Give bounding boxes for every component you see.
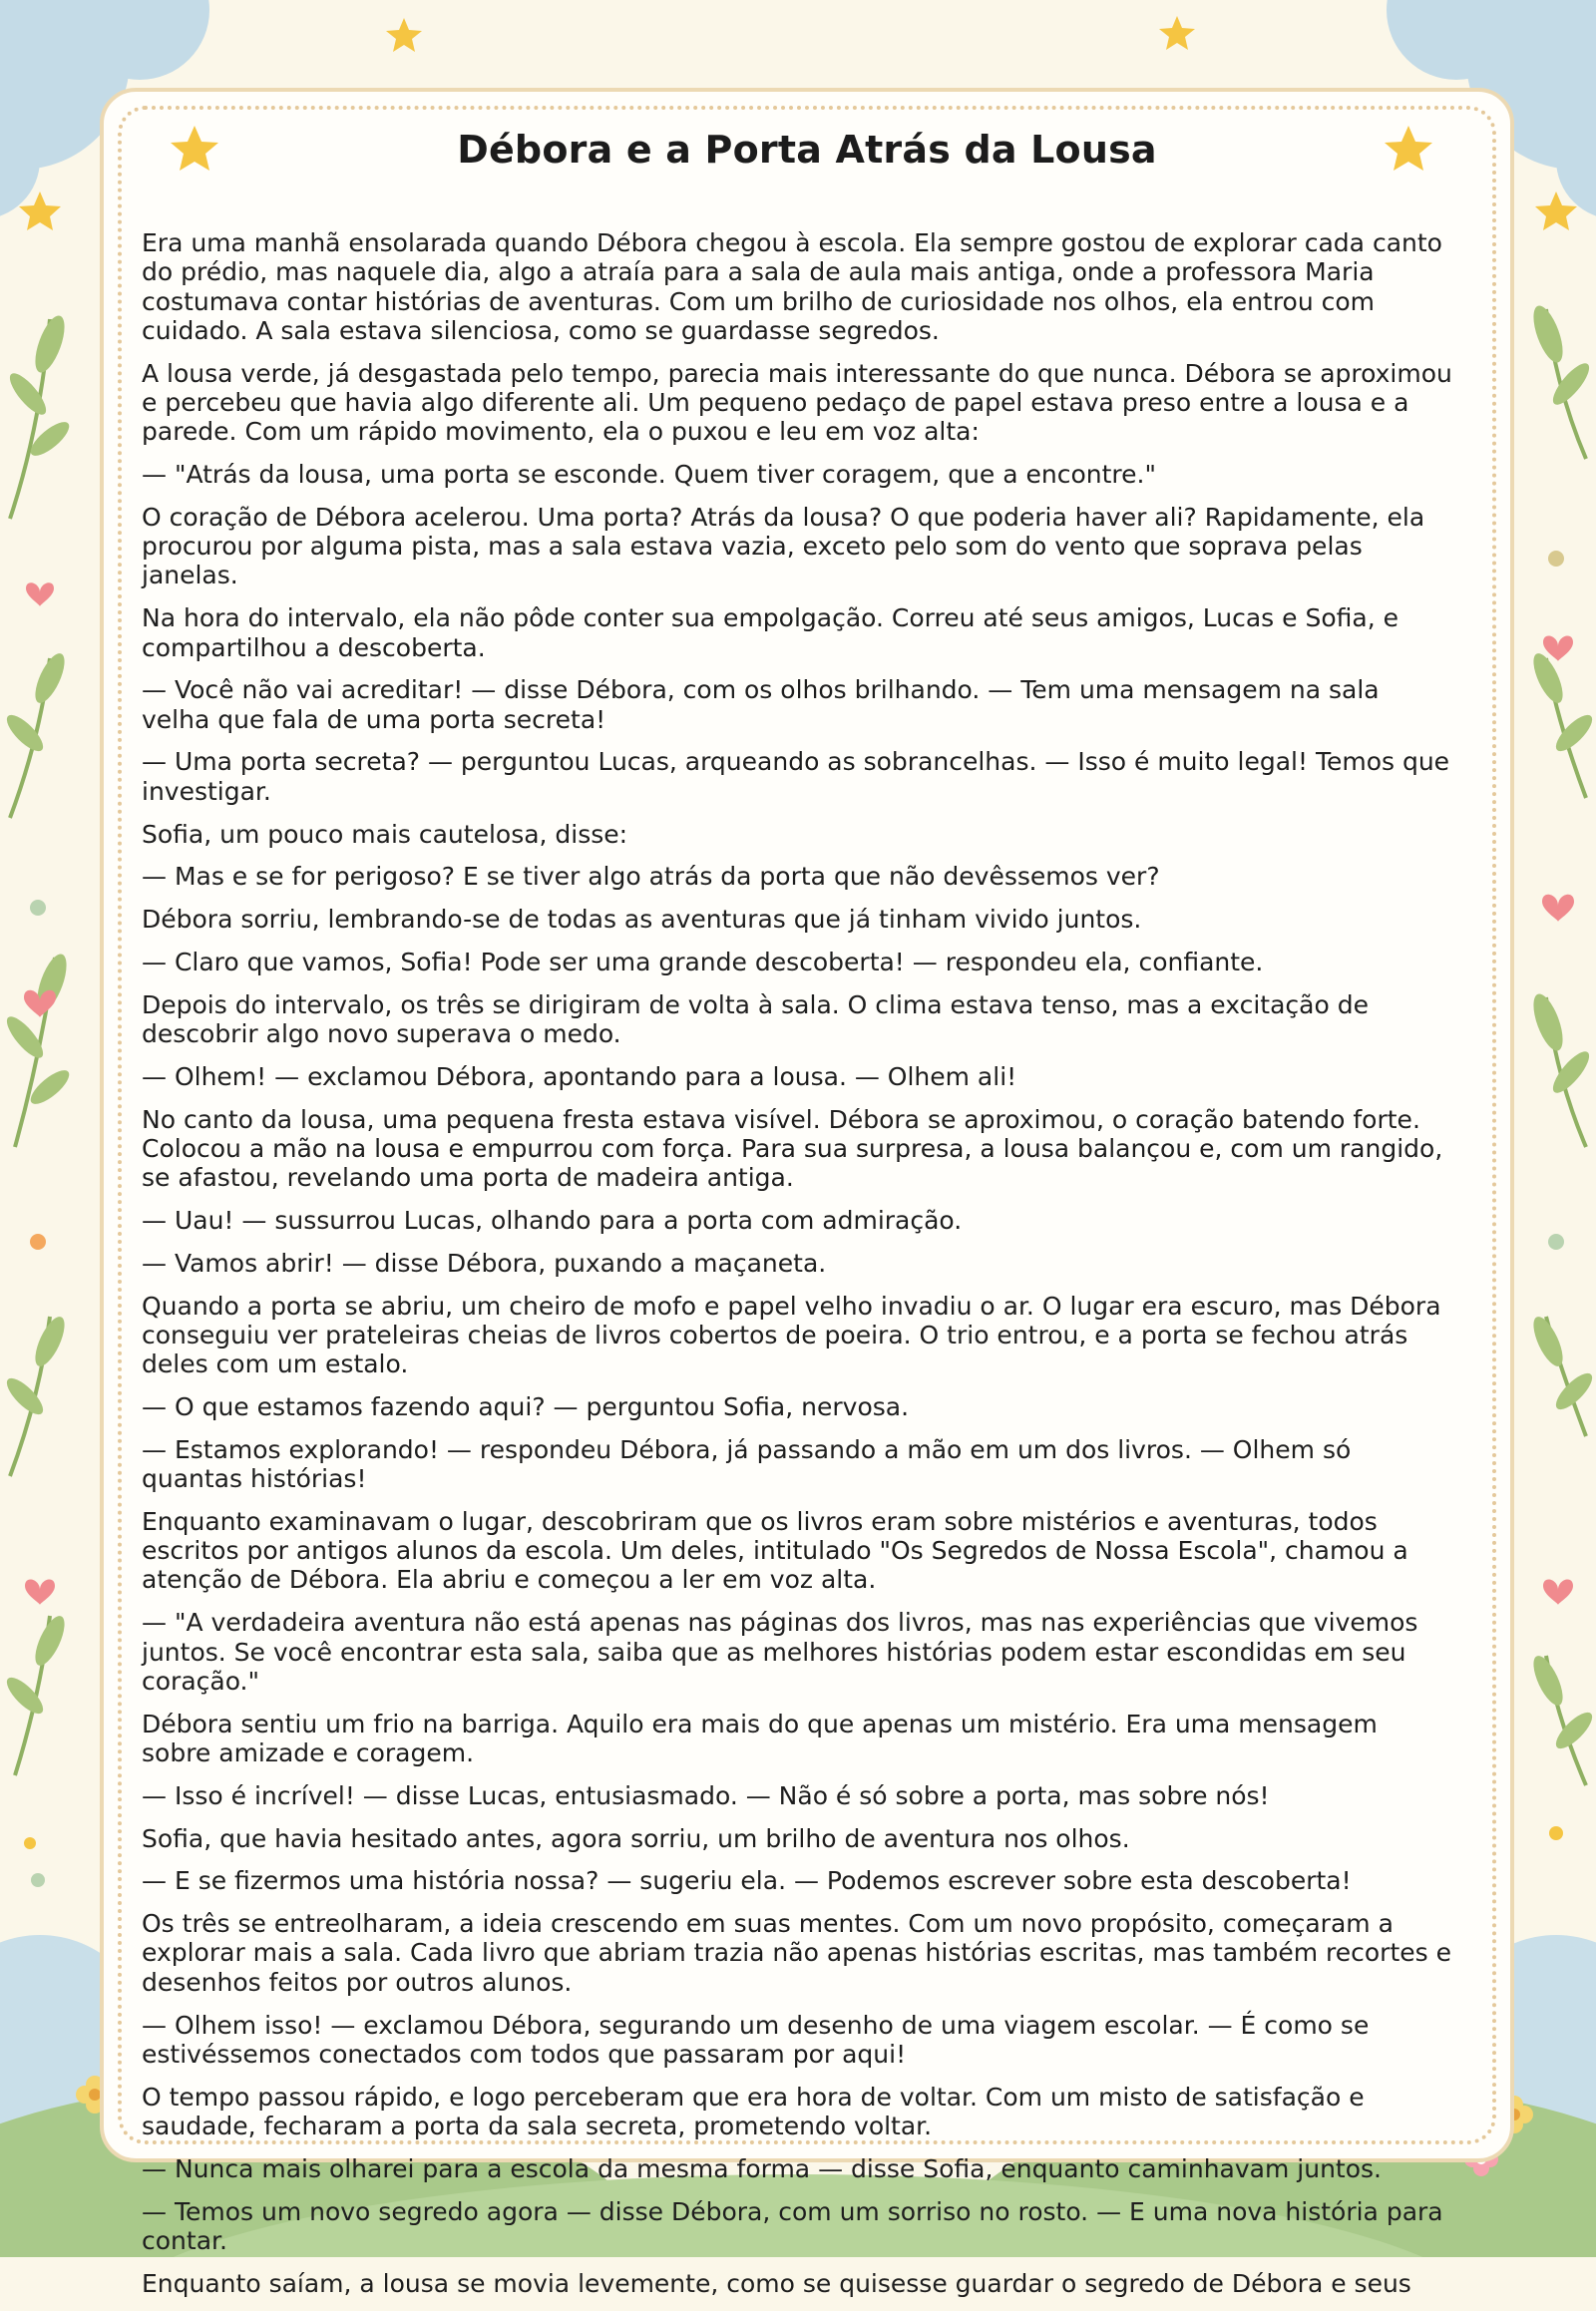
story-paragraph: — Mas e se for perigoso? E se tiver algo atrás da porta que não devêssemos ver? xyxy=(142,862,1160,892)
story-paragraph: — Você não vai acreditar! — disse Débora, com os olhos brilhando. — Tem uma mensagem na sala velha que fala de uma porta secreta! xyxy=(142,675,1380,734)
story-paragraph: — Isso é incrível! — disse Lucas, entusiasmado. — Não é só sobre a porta, mas sobre nós! xyxy=(142,1780,1270,1810)
story-paragraph: Os três se entreolharam, a ideia crescendo em suas mentes. Com um novo propósito, começaram a explorar mais a sala. Cada livro que abriam trazia não apenas histórias escritas, mas também recortes e desenhos feitos por outros alunos. xyxy=(142,1909,1452,1997)
story-paragraph: Débora sorriu, lembrando-se de todas as aventuras que já tinham vivido juntos. xyxy=(142,905,1142,935)
story-paragraph: — "A verdadeira aventura não está apenas nas páginas dos livros, mas nas experiências que vivemos juntos. Se você encontrar esta sala, saiba que as melhores histórias podem estar escondidas em seu coração." xyxy=(142,1608,1418,1696)
story-paragraph: Sofia, um pouco mais cautelosa, disse: xyxy=(142,819,628,849)
story-paragraph: O coração de Débora acelerou. Uma porta? Atrás da lousa? O que poderia haver ali? Rapidamente, ela procurou por alguma pista, mas a sala estava vazia, exceto pelo som do vento que soprava pelas janelas. xyxy=(142,502,1425,590)
story-paragraph: Era uma manhã ensolarada quando Débora chegou à escola. Ela sempre gostou de explorar cada canto do prédio, mas naquele dia, algo a atraía para a sala de aula mais antiga, onde a professora Maria costumava contar histórias de aventuras. Com um brilho de curiosidade nos olhos, ela entrou com cuidado. A sala estava silenciosa, como se guardasse segredos. xyxy=(142,228,1442,345)
story-paragraph: — O que estamos fazendo aqui? — perguntou Sofia, nervosa. xyxy=(142,1392,910,1421)
story-body xyxy=(142,228,1454,2311)
story-paragraph: — E se fizermos uma história nossa? — sugeriu ela. — Podemos escrever sobre esta descoberta! xyxy=(142,1866,1352,1896)
story-paragraph: Sofia, que havia hesitado antes, agora sorriu, um brilho de aventura nos olhos. xyxy=(142,1823,1130,1853)
story-paragraph: — Uma porta secreta? — perguntou Lucas, arqueando as sobrancelhas. — Isso é muito legal! Temos que investigar. xyxy=(142,747,1450,806)
story-paragraph: — Olhem! — exclamou Débora, apontando para a lousa. — Olhem ali! xyxy=(142,1061,1017,1091)
story-paragraph: — "Atrás da lousa, uma porta se esconde. Quem tiver coragem, que a encontre." xyxy=(142,460,1156,490)
story-paragraph: — Nunca mais olharei para a escola da mesma forma — disse Sofia, enquanto caminhavam juntos. xyxy=(142,2153,1382,2183)
story-paragraph: A lousa verde, já desgastada pelo tempo, parecia mais interessante do que nunca. Débora se aproximou e percebeu que havia algo diferente ali. Um pequeno pedaço de papel estava preso entre a lousa e a parede. Com um rápido movimento, ela o puxou e leu em voz alta: xyxy=(142,358,1452,447)
leaf-right xyxy=(1527,302,1596,1753)
story-paragraph: — Estamos explorando! — respondeu Débora, já passando a mão em um dos livros. — Olhem só quantas histórias! xyxy=(142,1434,1352,1494)
story-paragraph: Débora sentiu um frio na barriga. Aquilo era mais do que apenas um mistério. Era uma mensagem sobre amizade e coragem. xyxy=(142,1709,1378,1767)
story-paragraph: Quando a porta se abriu, um cheiro de mofo e papel velho invadiu o ar. O lugar era escuro, mas Débora conseguiu ver prateleiras cheias de livros cobertos de poeira. O trio entrou, e a porta se fechou atrás deles com um estalo. xyxy=(142,1291,1441,1379)
story-paragraph: Enquanto saíam, a lousa se movia levemente, como se quisesse guardar o segredo de Débora e seus xyxy=(142,2268,1411,2298)
story-paragraph: — Olhem isso! — exclamou Débora, segurando um desenho de uma viagem escolar. — É como se estivéssemos conectados com todos que passaram por aqui! xyxy=(142,2010,1370,2069)
story-paragraph: No canto da lousa, uma pequena fresta estava visível. Débora se aproximou, o coração batendo forte. Colocou a mão na lousa e empurrou com força. Para sua surpresa, a lousa balançou e, com um rangido, se afastou, revelando uma porta de madeira antiga. xyxy=(142,1104,1443,1193)
story-paragraph: Enquanto examinavam o lugar, descobriram que os livros eram sobre mistérios e aventuras, todos escritos por antigos alunos da escola. Um deles, intitulado "Os Segredos de Nossa Escola", chamou a atenção de Débora. Ela abriu e começou a ler em voz alta. xyxy=(142,1506,1408,1595)
story-paragraph: — Vamos abrir! — disse Débora, puxando a maçaneta. xyxy=(142,1248,827,1278)
story-paragraph: — Temos um novo segredo agora — disse Débora, com um sorriso no rosto. — E uma nova história para contar. xyxy=(142,2196,1443,2255)
story-title: Débora e a Porta Atrás da Lousa xyxy=(457,128,1157,172)
leaf-left xyxy=(1,312,74,1719)
story-paragraph: Depois do intervalo, os três se dirigiram de volta à sala. O clima estava tenso, mas a excitação de descobrir algo novo superava o medo. xyxy=(142,989,1369,1049)
story-paragraph: — Uau! — sussurrou Lucas, olhando para a porta com admiração. xyxy=(142,1206,963,1236)
story-paragraph: Na hora do intervalo, ela não pôde conter sua empolgação. Correu até seus amigos, Lucas e Sofia, e compartilhou a descoberta. xyxy=(142,603,1398,662)
story-paragraph: O tempo passou rápido, e logo perceberam que era hora de voltar. Com um misto de satisfação e saudade, fecharam a porta da sala secreta, prometendo voltar. xyxy=(142,2082,1365,2140)
story-paragraph: — Claro que vamos, Sofia! Pode ser uma grande descoberta! — respondeu ela, confiante. xyxy=(142,947,1264,976)
